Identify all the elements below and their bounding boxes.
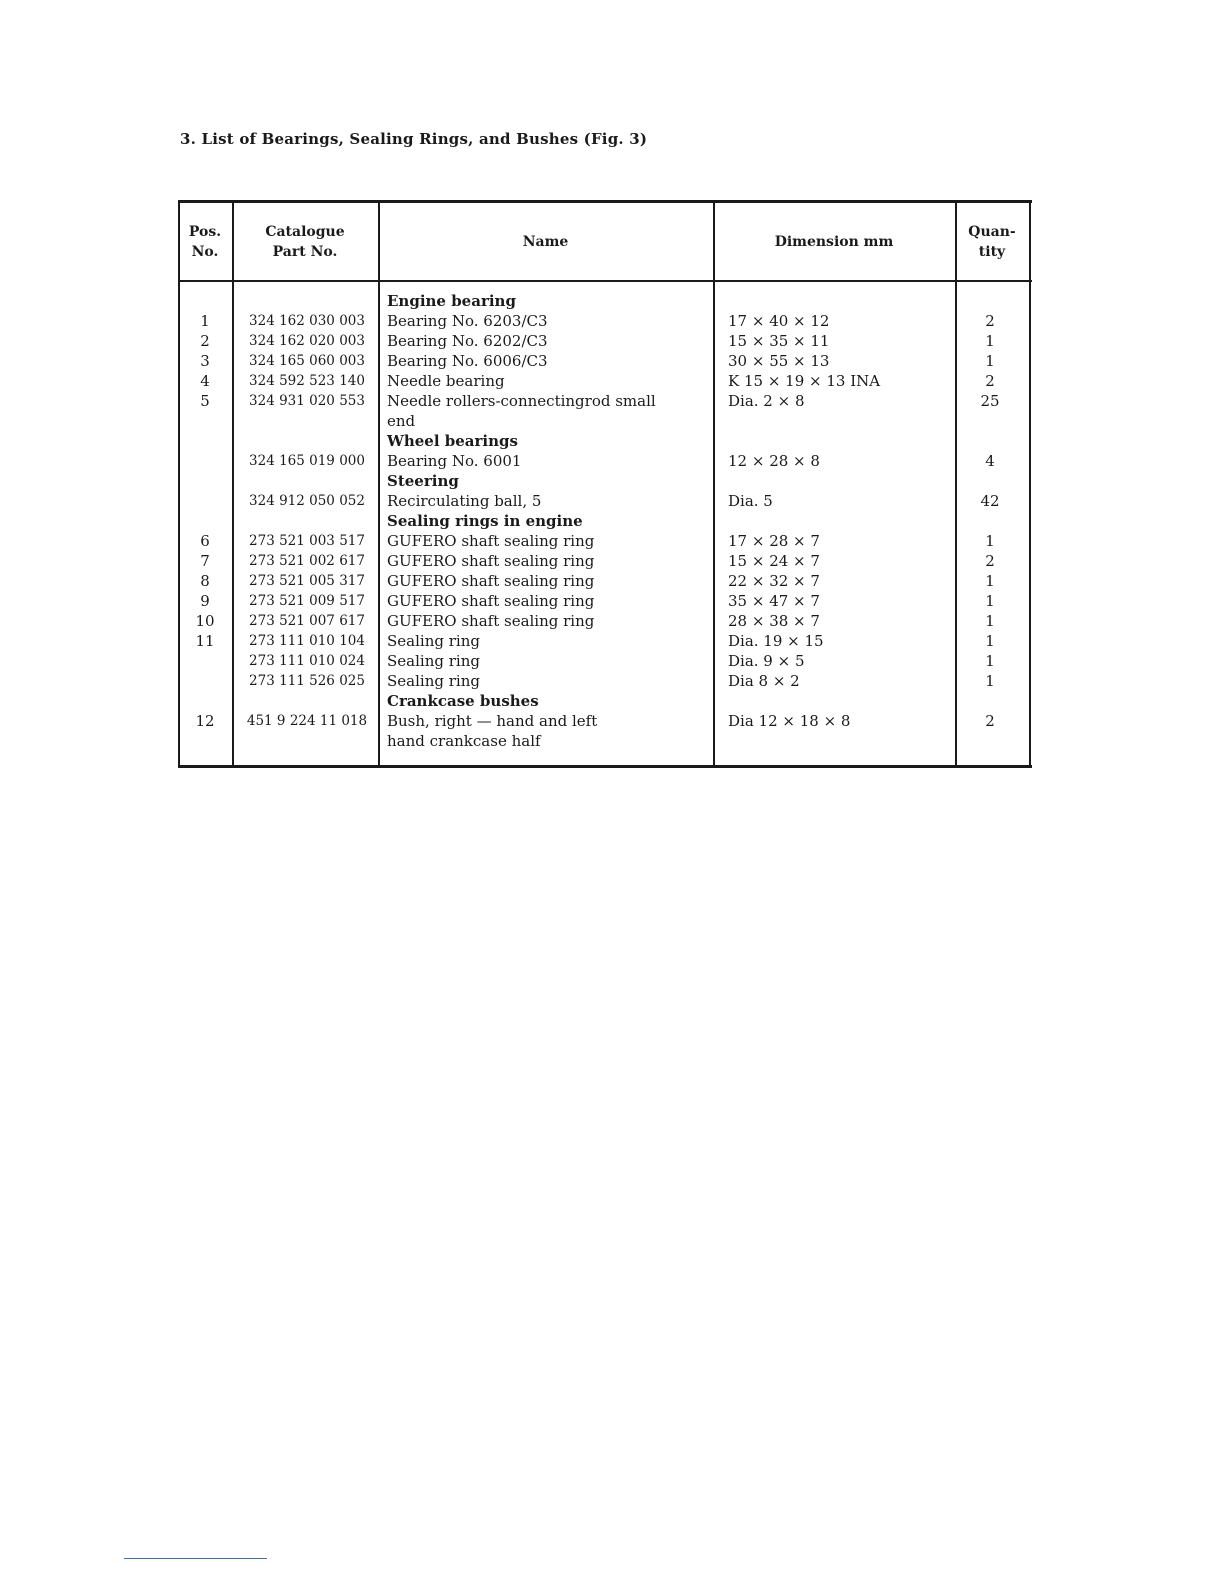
cell-dim: 28 × 38 × 7 xyxy=(728,612,820,630)
cell-dim: Dia. 9 × 5 xyxy=(728,652,805,670)
page-title: 3. List of Bearings, Sealing Rings, and Bushes (Fig. 3) xyxy=(180,130,648,148)
cell-cat: 273 521 007 617 xyxy=(249,613,365,629)
table-row xyxy=(178,371,1032,391)
cell-name: Engine bearing xyxy=(387,292,516,310)
cell-name: Bearing No. 6001 xyxy=(387,452,522,470)
cell-name: end xyxy=(387,412,416,430)
cell-dim: 17 × 28 × 7 xyxy=(728,532,820,550)
cell-qty: 1 xyxy=(985,532,995,550)
cell-name: Bearing No. 6006/C3 xyxy=(387,352,548,370)
cell-dim: Dia 8 × 2 xyxy=(728,672,800,690)
bearings-table xyxy=(178,200,1032,768)
cell-qty: 1 xyxy=(985,612,995,630)
cell-name: hand crankcase half xyxy=(387,732,541,750)
cell-name: GUFERO shaft sealing ring xyxy=(387,572,595,590)
cell-qty: 1 xyxy=(985,572,995,590)
cell-pos: 5 xyxy=(200,392,210,410)
cell-dim: 22 × 32 × 7 xyxy=(728,572,820,590)
cell-name: GUFERO shaft sealing ring xyxy=(387,532,595,550)
cell-qty: 1 xyxy=(985,672,995,690)
cell-name: Wheel bearings xyxy=(387,432,518,450)
table-row xyxy=(178,611,1032,631)
cell-pos: 12 xyxy=(195,712,215,730)
cell-dim: Dia 12 × 18 × 8 xyxy=(728,712,851,730)
table-row xyxy=(178,671,1032,691)
cell-cat: 451 9 224 11 018 xyxy=(246,713,368,729)
table-row xyxy=(178,491,1032,511)
cell-qty: 2 xyxy=(985,372,995,390)
cell-dim: Dia. 5 xyxy=(728,492,773,510)
cell-dim: Dia. 19 × 15 xyxy=(728,632,824,650)
cell-cat: 273 521 002 617 xyxy=(249,553,365,569)
section-header-row xyxy=(178,691,1032,711)
cell-name: Recirculating ball, 5 xyxy=(387,492,542,510)
cell-name: Needle bearing xyxy=(387,372,505,390)
cell-dim: Dia. 2 × 8 xyxy=(728,392,805,410)
header-divider xyxy=(178,280,1032,282)
cell-name: Sealing rings in engine xyxy=(387,512,583,530)
cell-cat: 273 111 010 024 xyxy=(249,653,365,669)
cell-pos: 3 xyxy=(200,352,210,370)
cell-qty: 1 xyxy=(985,332,995,350)
cell-cat: 324 912 050 052 xyxy=(249,493,365,509)
cell-qty: 42 xyxy=(980,492,1000,510)
header-name: Name xyxy=(522,233,569,250)
cell-cat: 324 162 030 003 xyxy=(249,313,365,329)
cell-qty: 2 xyxy=(985,552,995,570)
cell-pos: 7 xyxy=(200,552,210,570)
cell-name: Needle rollers-connectingrod small xyxy=(387,392,656,410)
cell-qty: 1 xyxy=(985,652,995,670)
cell-cat: 273 521 005 317 xyxy=(249,573,365,589)
cell-cat: 324 592 523 140 xyxy=(249,373,365,389)
section-header-row xyxy=(178,511,1032,531)
header-quantity: Quan- tity xyxy=(968,223,1016,260)
cell-pos: 11 xyxy=(195,632,215,650)
cell-name: Crankcase bushes xyxy=(387,692,539,710)
cell-dim: 17 × 40 × 12 xyxy=(728,312,830,330)
cell-pos: 10 xyxy=(195,612,215,630)
table-row xyxy=(178,551,1032,571)
table-row xyxy=(178,731,1032,751)
table-row xyxy=(178,591,1032,611)
cell-qty: 1 xyxy=(985,592,995,610)
cell-name: Sealing ring xyxy=(387,632,480,650)
table-row xyxy=(178,311,1032,331)
cell-name: Steering xyxy=(387,472,459,490)
cell-name: Bearing No. 6203/C3 xyxy=(387,312,548,330)
cell-pos: 4 xyxy=(200,372,210,390)
cell-dim: 30 × 55 × 13 xyxy=(728,352,830,370)
cell-qty: 2 xyxy=(985,312,995,330)
cell-pos: 8 xyxy=(200,572,210,590)
cell-name: GUFERO shaft sealing ring xyxy=(387,552,595,570)
cell-pos: 6 xyxy=(200,532,210,550)
table-row xyxy=(178,351,1032,371)
cell-qty: 2 xyxy=(985,712,995,730)
cell-cat: 273 521 003 517 xyxy=(249,533,365,549)
table-row xyxy=(178,331,1032,351)
cell-dim: 15 × 24 × 7 xyxy=(728,552,820,570)
table-row xyxy=(178,651,1032,671)
cell-cat: 324 165 060 003 xyxy=(249,353,365,369)
header-pos: Pos. No. xyxy=(188,223,222,260)
cell-pos: 1 xyxy=(200,312,210,330)
table-row xyxy=(178,531,1032,551)
section-header-row xyxy=(178,471,1032,491)
header-catalogue: Catalogue Part No. xyxy=(265,223,345,260)
cell-cat: 324 162 020 003 xyxy=(249,333,365,349)
cell-name: Sealing ring xyxy=(387,672,480,690)
table-row xyxy=(178,711,1032,731)
table-row xyxy=(178,571,1032,591)
cell-cat: 324 165 019 000 xyxy=(249,453,365,469)
cell-qty: 25 xyxy=(980,392,1000,410)
cell-dim: 12 × 28 × 8 xyxy=(728,452,820,470)
table-row xyxy=(178,411,1032,431)
cell-qty: 1 xyxy=(985,632,995,650)
cell-dim: K 15 × 19 × 13 INA xyxy=(728,372,881,390)
cell-name: Bush, right — hand and left xyxy=(387,712,598,730)
cell-qty: 1 xyxy=(985,352,995,370)
footnote-rule xyxy=(124,1558,267,1559)
cell-name: Sealing ring xyxy=(387,652,480,670)
cell-dim: 35 × 47 × 7 xyxy=(728,592,820,610)
cell-pos: 2 xyxy=(200,332,210,350)
table-row xyxy=(178,451,1032,471)
cell-qty: 4 xyxy=(985,452,995,470)
cell-dim: 15 × 35 × 11 xyxy=(728,332,830,350)
cell-cat: 273 111 526 025 xyxy=(249,673,365,689)
cell-cat: 273 521 009 517 xyxy=(249,593,365,609)
cell-name: GUFERO shaft sealing ring xyxy=(387,592,595,610)
header-dimension: Dimension mm xyxy=(774,233,894,250)
cell-pos: 9 xyxy=(200,592,210,610)
section-header-row xyxy=(178,431,1032,451)
table-row xyxy=(178,631,1032,651)
cell-cat: 273 111 010 104 xyxy=(249,633,365,649)
cell-cat: 324 931 020 553 xyxy=(249,393,365,409)
table-row xyxy=(178,391,1032,411)
section-header-row xyxy=(178,291,1032,311)
cell-name: Bearing No. 6202/C3 xyxy=(387,332,548,350)
cell-name: GUFERO shaft sealing ring xyxy=(387,612,595,630)
